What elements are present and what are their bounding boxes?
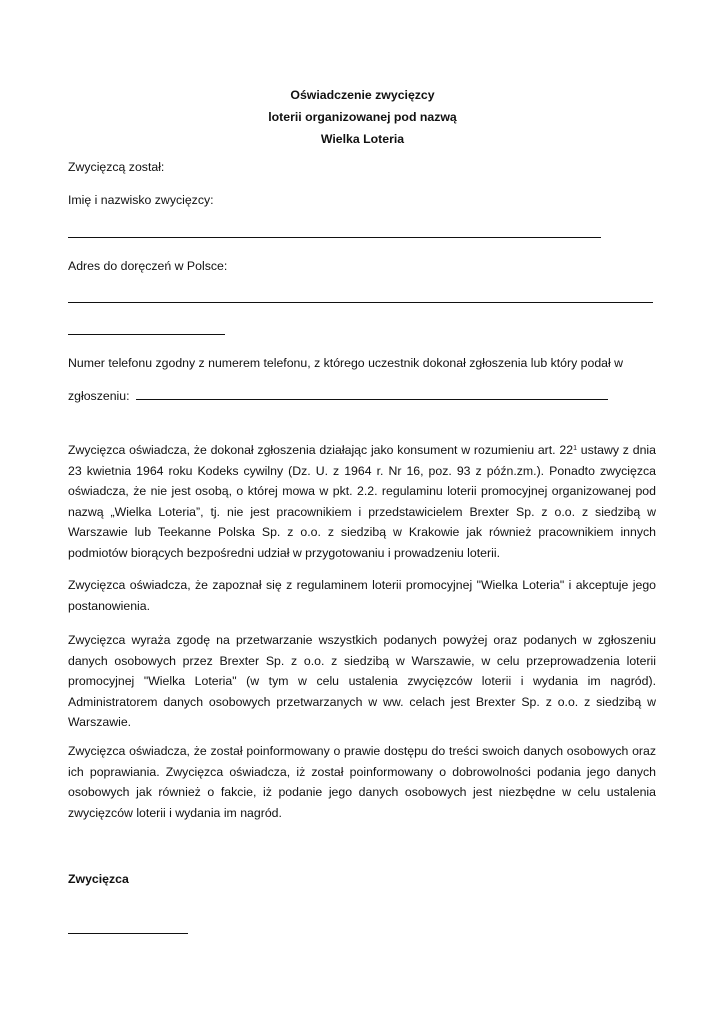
paragraph-rules-acceptance: Zwycięzca oświadcza, że zapoznał się z regulaminem loterii promocyjnej "Wielka Loteria" i akceptuje jego postanowienia.	[68, 578, 656, 613]
title-line-1: Oświadczenie zwycięzcy	[290, 88, 435, 102]
paragraph-data-consent: Zwycięzca wyraża zgodę na przetwarzanie wszystkich podanych powyżej oraz podanych w zgłoszeniu danych osobowych przez Brexter Sp. z o.o. z siedzibą w Warszawie, w celu przeprowadzenia loterii promocyjnej "Wielka Loteria" (w tym w celu ustalenia zwycięzców loterii i wydania im nagród). Administratorem danych osobowych przetwarzanych w ww. celach jest Brexter Sp. z o.o. z siedzibą w Warszawie.	[68, 633, 656, 730]
name-label: Imię i nazwisko zwycięzcy:	[68, 193, 214, 207]
name-fill-line[interactable]	[68, 237, 601, 238]
phone-row	[68, 387, 608, 403]
phone-fill-line[interactable]	[136, 387, 608, 400]
paragraph-consumer-statement	[68, 440, 656, 564]
paragraph-data-rights: Zwycięzca oświadcza, że został poinformowany o prawie dostępu do treści swoich danych osobowych oraz ich poprawiania. Zwycięzca oświadcza, iż został poinformowany o dobrowolności podania jego danych osobowych jak również o fakcie, iż podanie jego danych osobowych jest niezbędne w celu ustalenia zwycięzców loterii i wydania im nagród.	[68, 744, 656, 820]
paragraph-1-text-b: ustawy z dnia 23 kwietnia 1964 roku Kodeks cywilny (Dz. U. z 1964 r. Nr 16, poz. 93 z późn.zm.). Ponadto zwycięzca oświadcza, że nie jest osobą, o której mowa w pkt. 2.2. regulaminu loterii promocyjnej organizowanej pod nazwą „Wielka Loteria”, tj. nie jest pracownikiem i przedstawicielem Brexter Sp. z o.o. z siedzibą w Warszawie lub Teekanne Polska Sp. z o.o. z siedzibą w Krakowie jak również pracownikiem innych podmiotów biorących bezpośredni udział w przygotowaniu i prowadzeniu loterii.	[68, 443, 656, 560]
phone-label-line-1: Numer telefonu zgodny z numerem telefonu, z którego uczestnik dokonał zgłoszenia lub który podał w	[68, 356, 624, 370]
signature-fill-line[interactable]	[68, 933, 188, 934]
winner-label: Zwycięzcą został:	[68, 160, 165, 174]
address-fill-line-1[interactable]	[68, 302, 653, 303]
address-label: Adres do doręczeń w Polsce:	[68, 259, 228, 273]
title-line-2: loterii organizowanej pod nazwą	[268, 110, 457, 124]
paragraph-1-text-a: Zwycięzca oświadcza, że dokonał zgłoszenia działając jako konsument w rozumieniu art. 22	[68, 443, 574, 457]
phone-label-line-2: zgłoszeniu:	[68, 389, 130, 403]
signature-label: Zwycięzca	[68, 872, 129, 886]
title-line-3: Wielka Loteria	[320, 132, 405, 146]
paragraph-1-superscript: 1	[573, 445, 577, 452]
address-fill-line-2[interactable]	[68, 334, 225, 335]
